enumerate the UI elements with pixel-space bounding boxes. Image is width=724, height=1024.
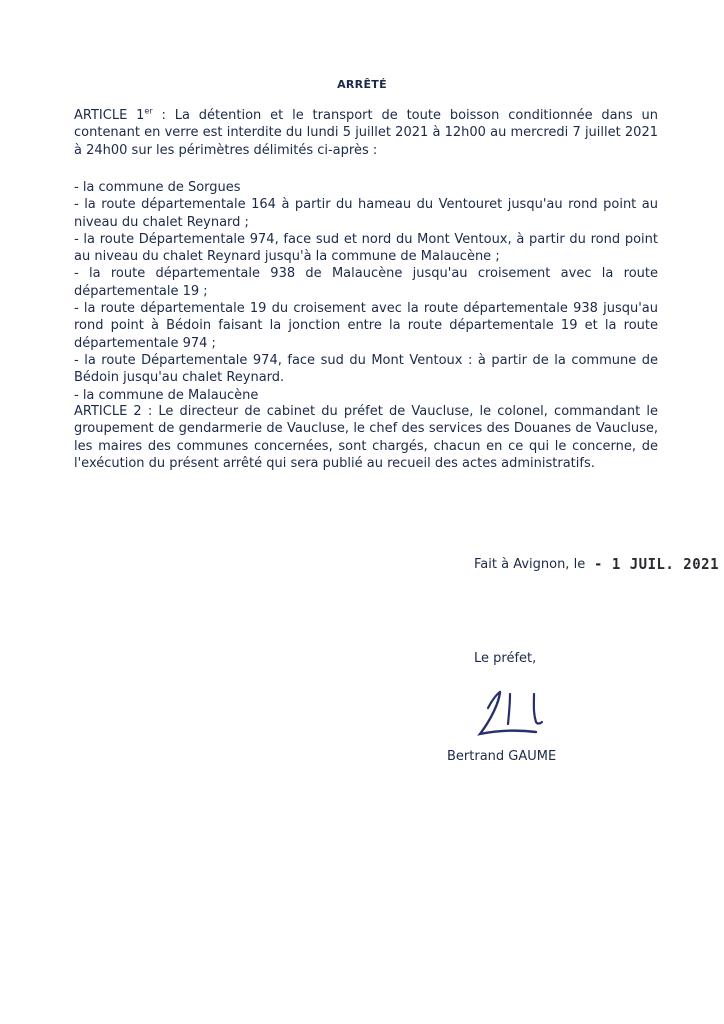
list-item: - la commune de Sorgues (74, 180, 241, 195)
article-2-label: ARTICLE 2 (74, 404, 142, 419)
signer-name: Bertrand GAUME (447, 749, 557, 764)
document-title: ARRÊTÉ (337, 78, 387, 91)
signature-graphic (470, 680, 560, 740)
place-date-label: Fait à Avignon, le (474, 557, 586, 572)
article-2-text: : Le directeur de cabinet du préfet de Vaucluse, le colonel, commandant le groupement de gendarmerie de Vaucluse, le chef des services des Douanes de Vaucluse, les maires des communes concernées, sont chargés, chacun en ce qui le concerne, de l'exécution du présent arrêté qui sera publié au recueil des actes administratifs. (74, 404, 658, 471)
signer-title: Le préfet, (474, 651, 537, 666)
article-1-text: : La détention et le transport de toute boisson conditionnée dans un contenant en verre est interdite du lundi 5 juillet 2021 à 12h00 au mercredi 7 juillet 2021 à 24h00 sur les périmètres délimités ci-après : (74, 108, 658, 158)
article-1-label: ARTICLE 1 (74, 108, 145, 123)
date-stamp: - 1 JUIL. 2021 (594, 556, 720, 574)
article-2 (74, 403, 658, 472)
list-item: - la route départementale 938 de Malaucène jusqu'au croisement avec la route départementale 19 ; (74, 266, 658, 299)
perimeter-list (74, 179, 658, 404)
list-item: - la route départementale 164 à partir du hameau du Ventouret jusqu'au rond point au niveau du chalet Reynard ; (74, 197, 658, 230)
list-item: - la route départementale 19 du croisement avec la route départementale 938 jusqu'au rond point à Bédoin faisant la jonction entre la route départementale 19 et la route départementale 974 ; (74, 301, 658, 351)
article-1 (74, 107, 658, 159)
list-item: - la commune de Malaucène (74, 387, 259, 403)
list-item: - la route Départementale 974, face sud et nord du Mont Ventoux, à partir du rond point au niveau du chalet Reynard jusqu'à la commune de Malaucène ; (74, 231, 658, 265)
article-1-label-sup: er (144, 106, 153, 116)
list-item: - la route Départementale 974, face sud du Mont Ventoux : à partir de la commune de Bédoin jusqu'au chalet Reynard. (74, 352, 658, 386)
